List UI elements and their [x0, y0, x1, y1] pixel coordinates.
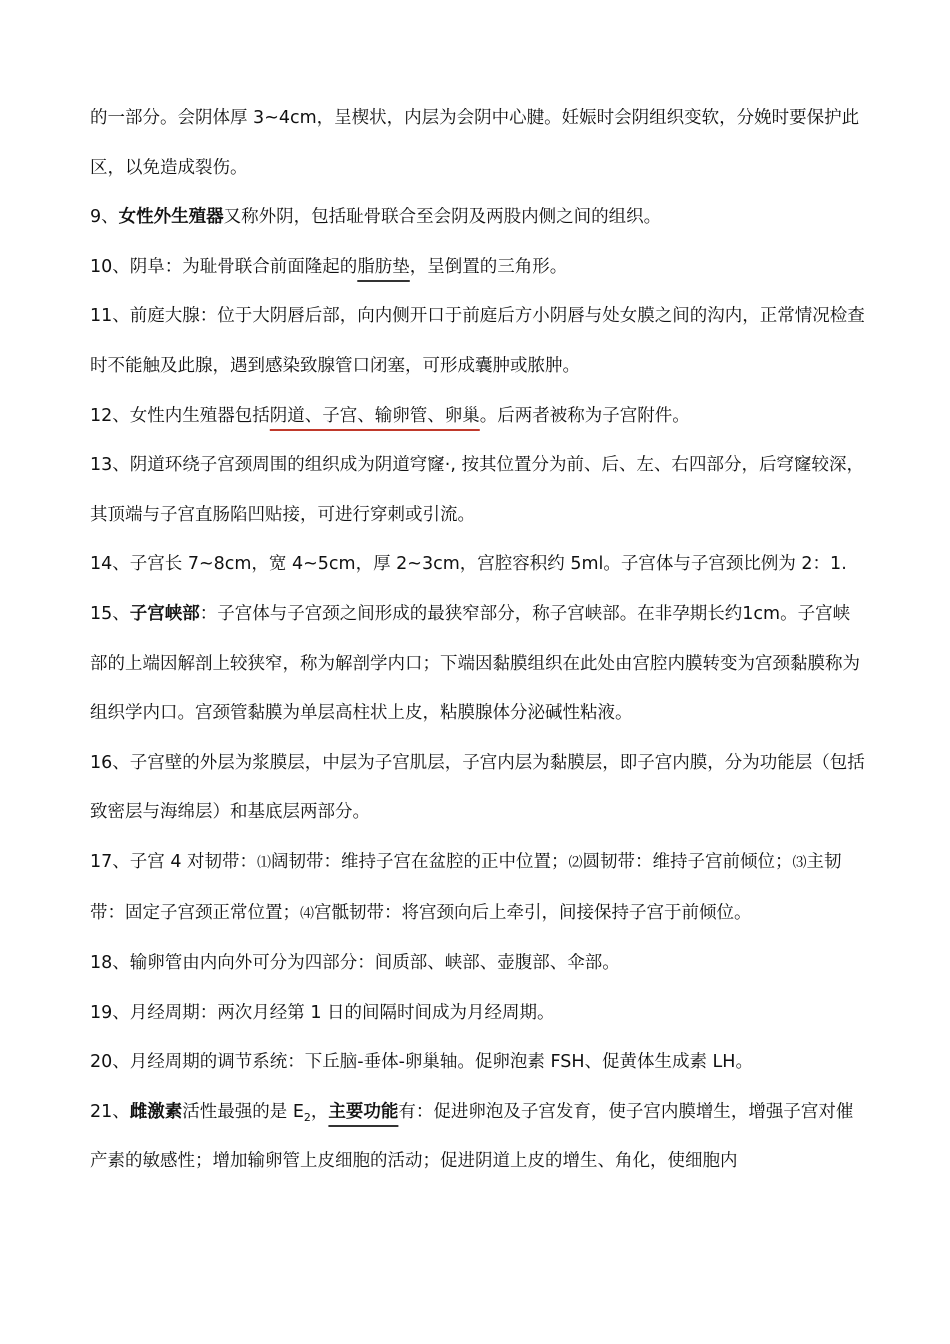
paragraph-19 — [90, 989, 866, 1039]
underlined-term: 脂肪垫 — [357, 256, 410, 277]
paragraph-21 — [90, 1088, 866, 1187]
subscript: 2 — [303, 1110, 311, 1124]
paragraph-12 — [90, 392, 866, 442]
text: 14、子宫长 7~8cm，宽 4~5cm，厚 2~3cm，宫腔容积约 5ml。子宫体与子宫颈比例为 2：1. — [90, 554, 847, 575]
text: 16、子宫壁的外层为浆膜层，中层为子宫肌层，子宫内层为黏膜层，即子宫内膜，分为功能层（包括致密层与海绵层）和基底层两部分。 — [90, 752, 865, 823]
paragraph-18 — [90, 939, 866, 989]
list-marker: ⑷ — [300, 905, 314, 922]
text: 12、女性内生殖器包括 — [90, 405, 270, 426]
text: 阔韧带：维持子宫在盆腔的正中位置； — [271, 851, 569, 872]
paragraph-perineum-continued — [90, 94, 866, 193]
item-number: 9、 — [90, 207, 119, 228]
list-marker: ⑴ — [257, 854, 272, 871]
text: 有：促进卵泡及子宫发育，使子宫内膜增生，增强子宫对催产素的敏感性；增加输卵管上皮细胞的活动；促进阴道上皮的增生、角化，使细胞内 — [90, 1101, 854, 1172]
item-number: 21、 — [90, 1101, 130, 1122]
text: 。后两者被称为子宫附件。 — [479, 405, 690, 426]
paragraph-16 — [90, 739, 866, 838]
paragraph-20 — [90, 1038, 866, 1088]
paragraph-13 — [90, 441, 866, 540]
text: ：子宫体与子宫颈之间形成的最狭窄部分，称子宫峡部。在非孕期长约1cm。子宫峡部的上端因解剖上较狭窄，称为解剖学内口；下端因黏膜组织在此处由宫腔内膜转变为宫颈黏膜称为组织学内口。宫颈管黏膜为单层高柱状上皮，粘膜腺体分泌碱性粘液。 — [90, 603, 860, 724]
list-marker: ⑶ — [792, 854, 807, 871]
text: 圆韧带：维持子宫前倾位； — [582, 851, 793, 872]
text: ， — [310, 1101, 329, 1122]
paragraph-14 — [90, 540, 866, 590]
item-number: 15、 — [90, 603, 130, 624]
text: 又称外阴，包括耻骨联合至会阴及两股内侧之间的组织。 — [223, 207, 662, 228]
text: 主韧带：固定子宫颈正常位置； — [90, 851, 842, 923]
paragraph-15 — [90, 590, 866, 739]
list-marker: ⑵ — [568, 854, 583, 871]
text: 11、前庭大腺：位于大阴唇后部，向内侧开口于前庭后方小阴唇与处女膜之间的沟内，正常情况检查时不能触及此腺，遇到感染致腺管口闭塞，可形成囊肿或脓肿。 — [90, 306, 865, 376]
text: 18、输卵管由内向外可分为四部分：间质部、峡部、壶腹部、伞部。 — [90, 953, 620, 974]
text: ，呈倒置的三角形。 — [409, 256, 568, 277]
text: 20、月经周期的调节系统：下丘脑-垂体-卵巢轴。促卵泡素 FSH、促黄体生成素 LH。 — [90, 1052, 753, 1073]
text: 19、月经周期：两次月经第 1 日的间隔时间成为月经周期。 — [90, 1002, 555, 1023]
text: 的一部分。会阴体厚 3~4cm，呈楔状，内层为会阴中心腱。妊娠时会阴组织变软，分娩时要保护此区，以免造成裂伤。 — [90, 108, 860, 178]
bold-term: 女性外生殖器 — [118, 207, 224, 228]
bold-underlined-term: 主要功能 — [328, 1101, 399, 1122]
text: 10、阴阜：为耻骨联合前面隆起的 — [90, 256, 358, 277]
paragraph-10 — [90, 243, 866, 293]
text: 活性最强的是 E — [182, 1101, 304, 1122]
underlined-term: 阴道、子宫、输卵管、卵巢 — [269, 405, 480, 426]
paragraph-11 — [90, 292, 866, 391]
paragraph-17 — [90, 838, 866, 939]
text: 宫骶韧带：将宫颈向后上牵引，间接保持子宫于前倾位。 — [314, 902, 752, 923]
paragraph-9 — [90, 193, 866, 243]
bold-term: 雌激素 — [129, 1101, 183, 1122]
text: 13、阴道环绕子宫颈周围的组织成为阴道穹窿·, 按其位置分为前、后、左、右四部分，后穹窿较深，其顶端与子宫直肠陷凹贴接，可进行穿刺或引流。 — [90, 455, 864, 525]
bold-term: 子宫峡部 — [129, 603, 200, 624]
text: 17、子宫 4 对韧带： — [90, 851, 258, 872]
